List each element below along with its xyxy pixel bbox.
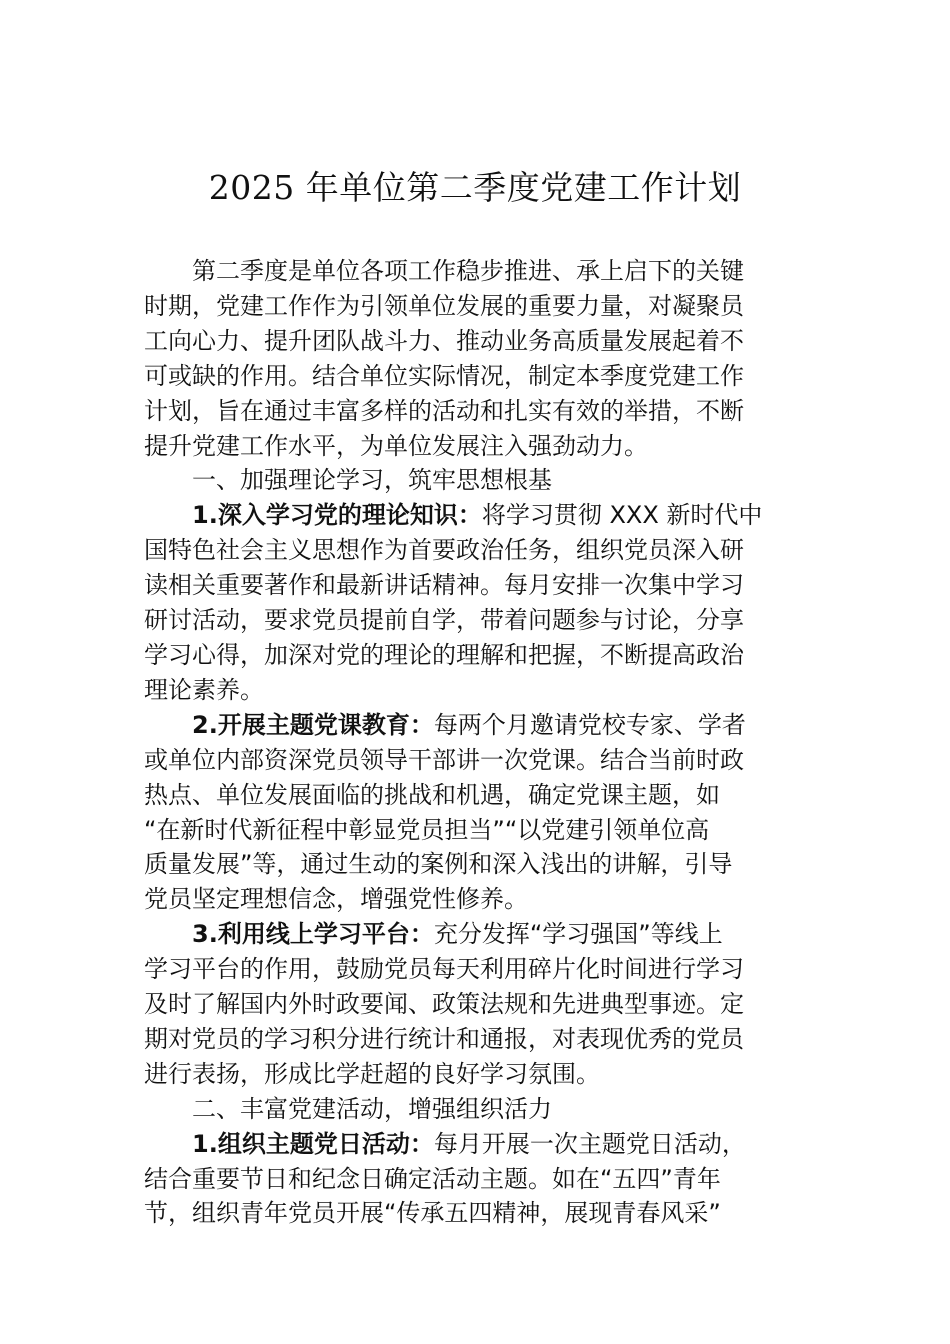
intro-line: 工向心力、提升团队战斗力、推动业务高质量发展起着不 xyxy=(144,326,744,355)
paragraph-line: 党员坚定理想信念，增强党性修养。 xyxy=(144,885,528,914)
intro-paragraph xyxy=(144,254,806,463)
section-heading-2: 二、丰富党建活动，增强组织活力 xyxy=(192,1094,552,1123)
paragraph-line: 学习心得，加深对党的理论的理解和把握，不断提高政治 xyxy=(144,640,744,669)
document-body xyxy=(144,254,806,1231)
section-heading-1: 一、加强理论学习，筑牢思想根基 xyxy=(192,466,552,495)
paragraph-line: 学习平台的作用，鼓励党员每天利用碎片化时间进行学习 xyxy=(144,955,744,984)
paragraph-line: 研讨活动，要求党员提前自学，带着问题参与讨论，分享 xyxy=(144,606,744,635)
item-text: 每月开展一次主题党日活动， xyxy=(433,1129,746,1158)
section2-item1-paragraph xyxy=(144,1127,806,1232)
paragraph-first-line xyxy=(144,708,806,743)
paragraph-line: 读相关重要著作和最新讲话精神。每月安排一次集中学习 xyxy=(144,571,744,600)
paragraph-line: 或单位内部资深党员领导干部讲一次党课。结合当前时政 xyxy=(144,745,744,774)
paragraph-line: 进行表扬，形成比学赶超的良好学习氛围。 xyxy=(144,1059,600,1088)
paragraph-first-line xyxy=(144,1127,806,1162)
item-text: 每两个月邀请党校专家、学者 xyxy=(433,710,746,739)
intro-line: 提升党建工作水平，为单位发展注入强劲动力。 xyxy=(144,431,648,460)
paragraph-line: 理论素养。 xyxy=(144,675,264,704)
section1-item2-paragraph xyxy=(144,708,806,917)
item-text: 充分发挥“学习强国”等线上 xyxy=(433,920,723,949)
intro-line: 第二季度是单位各项工作稳步推进、承上启下的关键 xyxy=(192,257,744,285)
paragraph-line: 结合重要节日和纪念日确定活动主题。如在“五四”青年 xyxy=(144,1164,721,1193)
item-lead: 1.深入学习党的理论知识： xyxy=(192,501,482,530)
paragraph-first-line xyxy=(144,917,806,952)
item-lead: 1.组织主题党日活动： xyxy=(192,1129,434,1158)
paragraph-line: 及时了解国内外时政要闻、政策法规和先进典型事迹。定 xyxy=(144,990,744,1019)
paragraph-line: 节，组织青年党员开展“传承五四精神，展现青春风采” xyxy=(144,1199,721,1228)
paragraph-line: 质量发展”等，通过生动的案例和深入浅出的讲解，引导 xyxy=(144,850,733,879)
paragraph-line: 国特色社会主义思想作为首要政治任务，组织党员深入研 xyxy=(144,536,744,565)
item-text: 将学习贯彻 XXX 新时代中 xyxy=(481,501,763,530)
intro-line: 时期，党建工作作为引领单位发展的重要力量，对凝聚员 xyxy=(144,291,744,320)
intro-line: 计划，旨在通过丰富多样的活动和扎实有效的举措，不断 xyxy=(144,396,744,425)
paragraph-line: 期对党员的学习积分进行统计和通报，对表现优秀的党员 xyxy=(144,1024,744,1053)
intro-line: 可或缺的作用。结合单位实际情况，制定本季度党建工作 xyxy=(144,361,744,390)
section1-item1-paragraph xyxy=(144,498,806,707)
paragraph-first-line xyxy=(144,498,806,533)
item-lead: 3.利用线上学习平台： xyxy=(192,920,434,949)
document-title: 2025 年单位第二季度党建工作计划 xyxy=(208,168,742,207)
section1-item3-paragraph xyxy=(144,917,806,1092)
paragraph-line: “在新时代新征程中彰显党员担当”“以党建引领单位高 xyxy=(144,815,710,844)
item-lead: 2.开展主题党课教育： xyxy=(192,710,434,739)
paragraph-line: 热点、单位发展面临的挑战和机遇，确定党课主题，如 xyxy=(144,780,720,809)
